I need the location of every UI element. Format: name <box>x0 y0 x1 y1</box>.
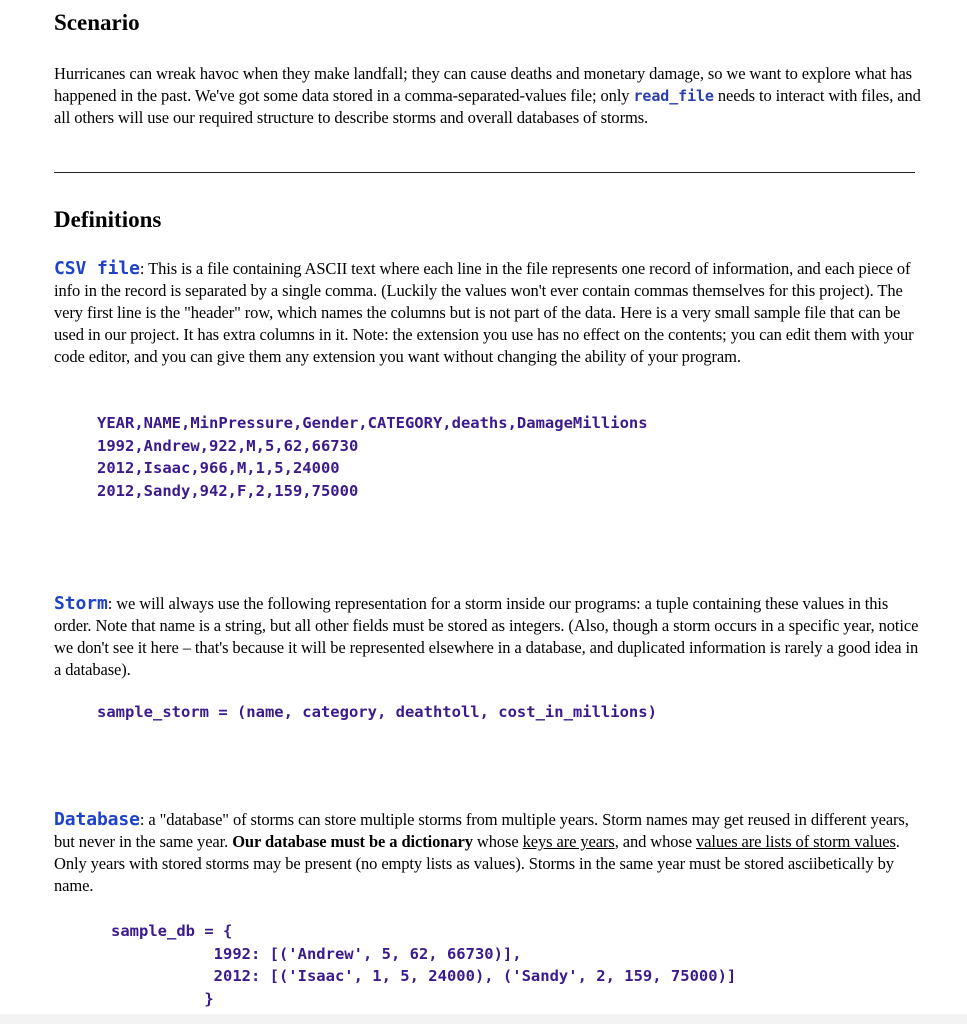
db-code-line: 2012: [('Isaac', 1, 5, 24000), ('Sandy', 2, 159, 75000)] <box>111 967 737 985</box>
csv-line: 2012,Sandy,942,F,2,159,75000 <box>97 481 359 500</box>
storm-term: Storm <box>54 593 108 614</box>
csv-file-definition: CSV file: This is a file containing ASCII text where each line in the file represents one record of information, and each piece of info in the record is separated by a single comma. (Luckily the values won't ever contain commas themselves for this project). The very first line is the "header" row, which names the columns but is not part of the data. Here is a very small sample file that can be used in our project. It has extra columns in it. Note: the extension you use has no effect on the contents; you can edit them with your code editor, and you can give them any extension you want without changing the ability of your program. <box>54 258 914 366</box>
db-code-line: sample_db = { <box>111 922 233 940</box>
scenario-heading: Scenario <box>54 10 140 35</box>
sample-storm-code: sample_storm = (name, category, deathtoll, cost_in_millions) <box>97 703 657 721</box>
database-bold-text: Our database must be a dictionary <box>232 832 473 851</box>
definitions-heading: Definitions <box>54 207 162 232</box>
read-file-code: read_file <box>633 87 714 105</box>
csv-line: 2012,Isaac,966,M,1,5,24000 <box>97 459 340 477</box>
database-definition: Database: a "database" of storms can store multiple storms from multiple years. Storm names may get reused in different years, but never in the same year. Our database must be a dictionary whose keys are years, and whose values are lists of storm values. Only years with stored storms may be present (no empty lists as values). Storms in the same year must be stored asciibetically by name. <box>54 809 909 895</box>
keys-underlined: keys are years <box>522 832 615 851</box>
csv-sample-block <box>97 412 648 502</box>
page-bottom-edge <box>0 1014 967 1024</box>
csv-line: 1992,Andrew,922,M,5,62,66730 <box>97 436 359 455</box>
scenario-paragraph: Hurricanes can wreak havoc when they make landfall; they can cause deaths and monetary damage, so we want to explore what has happened in the past. We've got some data stored in a comma-separated-values file; only read_file needs to interact with files, and all others will use our required structure to describe storms and overall databases of storms. <box>54 64 921 127</box>
storm-definition: Storm: we will always use the following representation for a storm inside our programs: a tuple containing these values in this order. Note that name is a string, but all other fields must be stored as integers. (Also, though a storm occurs in a specific year, notice we don't see it here – that's because it will be represented elsewhere in a database, and duplicated information is rarely a good idea in a database). <box>54 593 919 679</box>
sample-db-code <box>111 920 736 1010</box>
csv-line: YEAR,NAME,MinPressure,Gender,CATEGORY,deaths,DamageMillions <box>97 414 648 432</box>
database-term: Database <box>54 809 140 830</box>
csv-file-term: CSV file <box>54 258 140 279</box>
section-divider <box>54 172 915 173</box>
db-code-line: } <box>111 989 214 1008</box>
values-underlined: values are lists of storm values <box>695 832 896 851</box>
db-code-line: 1992: [('Andrew', 5, 62, 66730)], <box>111 944 522 963</box>
